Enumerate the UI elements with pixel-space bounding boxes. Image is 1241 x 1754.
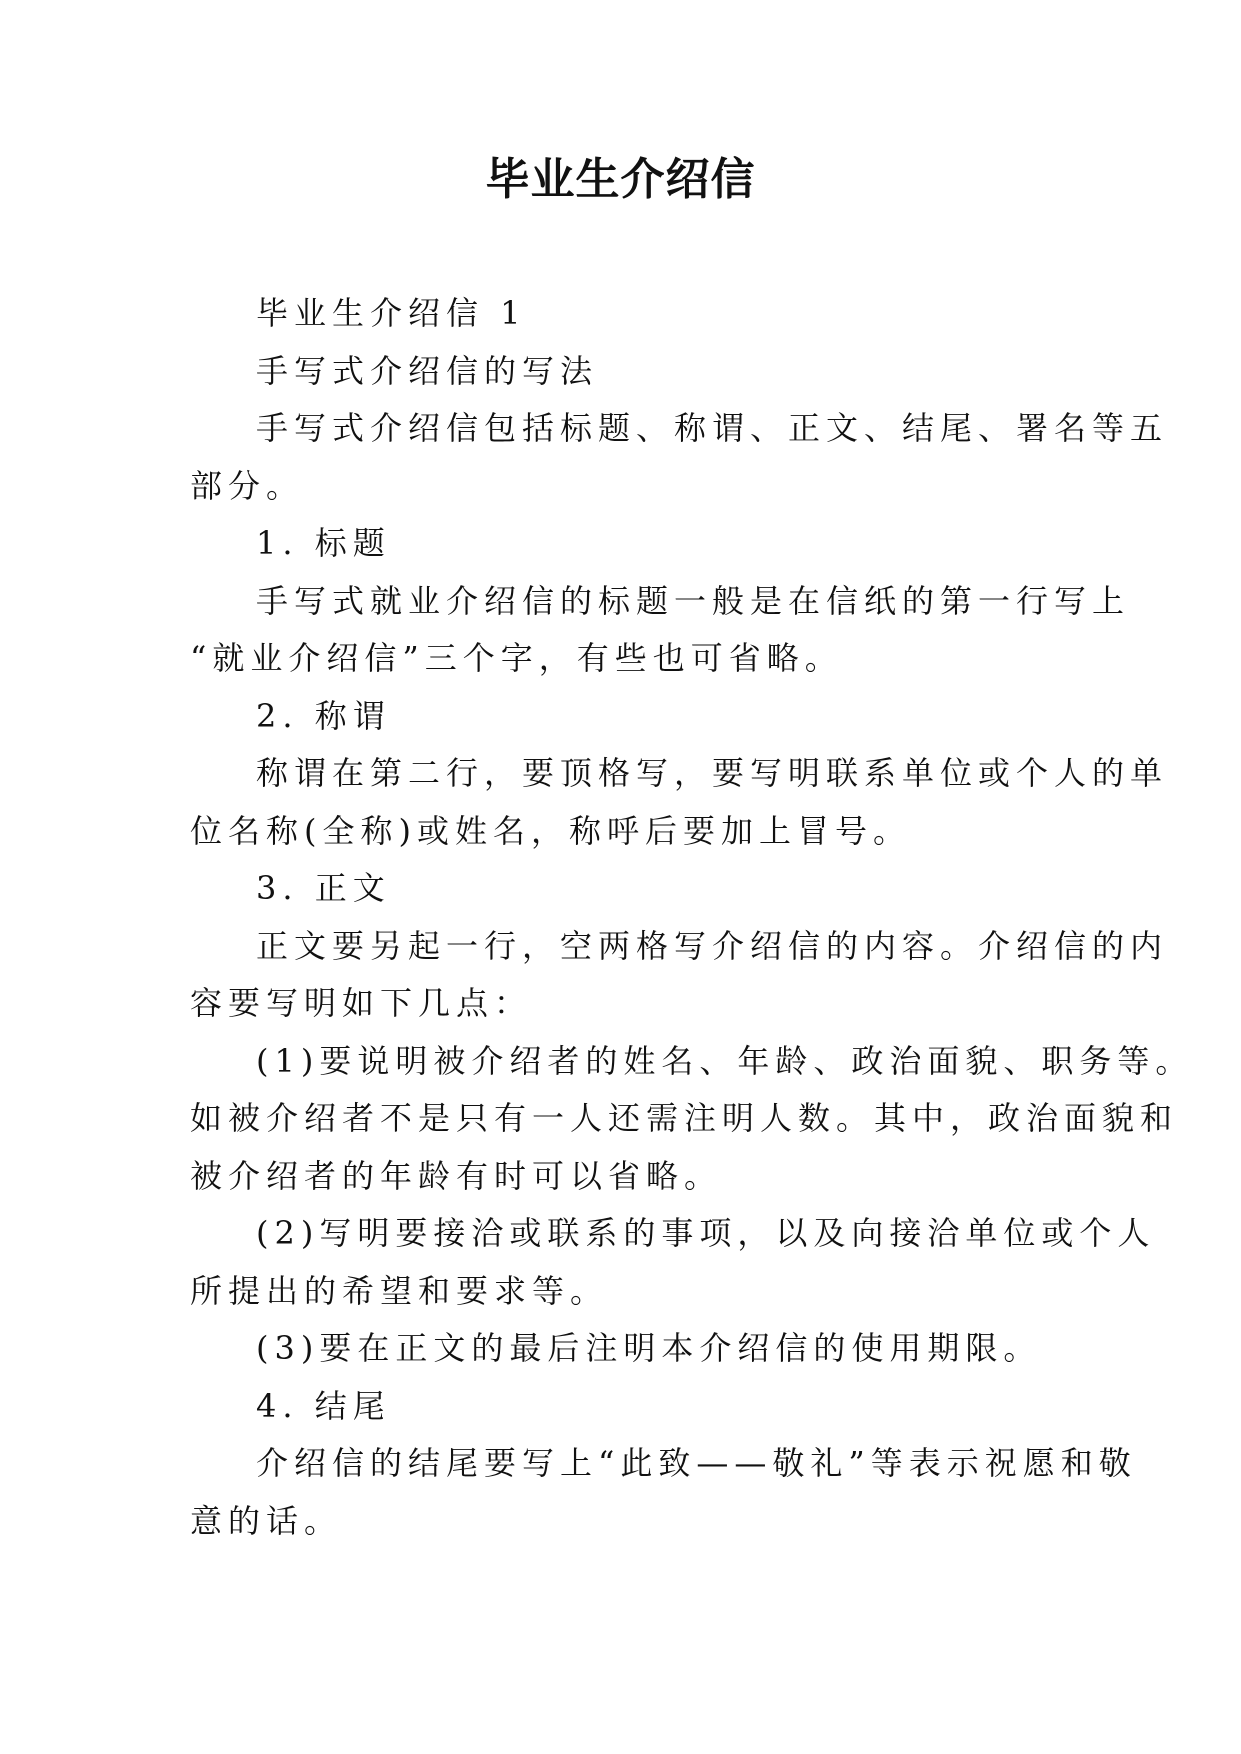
text-line: (3)要在正文的最后注明本介绍信的使用期限。 (256, 1329, 1042, 1367)
text-line: 3. 正文 (256, 869, 391, 907)
text-line: 正文要另起一行，空两格写介绍信的内容。介绍信的内 (256, 926, 1169, 965)
paragraph-overview (190, 400, 1169, 515)
section-heading-closing (190, 1378, 1070, 1436)
text-line: 如被介绍者不是只有一人还需注明人数。其中，政治面貌和 (190, 1099, 1179, 1137)
text-line: 手写式介绍信的写法 (256, 351, 599, 390)
text-line: 4. 结尾 (256, 1386, 391, 1425)
paragraph-subheading (190, 343, 1070, 401)
text-line: 被介绍者的年龄有时可以省略。 (190, 1156, 723, 1195)
text-line: (2)写明要接洽或联系的事项，以及向接洽单位或个人 (256, 1214, 1156, 1252)
paragraph-heading-1 (190, 285, 1070, 343)
paragraph-closing-desc (190, 1435, 1137, 1550)
text-line: 所提出的希望和要求等。 (190, 1271, 609, 1310)
paragraph-point-2 (190, 1205, 1156, 1320)
page-title: 毕业生介绍信 (485, 154, 756, 205)
document-body (190, 285, 1194, 1550)
text-line: 意的话。 (190, 1501, 343, 1540)
section-heading-body (190, 860, 1070, 918)
text-line: 毕业生介绍信 1 (256, 294, 527, 332)
text-line: “就业介绍信”三个字，有些也可省略。 (190, 639, 843, 677)
section-heading-title (190, 515, 1070, 573)
text-line: 位名称(全称)或姓名，称呼后要加上冒号。 (190, 811, 911, 850)
text-line: 2. 称谓 (256, 696, 391, 735)
text-line: 手写式就业介绍信的标题一般是在信纸的第一行写上 (256, 581, 1131, 620)
text-line: 1. 标题 (256, 524, 391, 562)
paragraph-salutation-desc (190, 745, 1169, 860)
text-line: 称谓在第二行，要顶格写，要写明联系单位或个人的单 (256, 754, 1169, 792)
paragraph-title-desc (190, 573, 1131, 688)
paragraph-point-3 (190, 1320, 1070, 1378)
paragraph-body-desc (190, 918, 1169, 1033)
text-line: (1)要说明被介绍者的姓名、年龄、政治面貌、职务等。 (256, 1041, 1194, 1080)
text-line: 容要写明如下几点： (190, 984, 533, 1022)
section-heading-salutation (190, 688, 1070, 746)
text-line: 部分。 (190, 466, 305, 505)
text-line: 手写式介绍信包括标题、称谓、正文、结尾、署名等五 (256, 409, 1169, 447)
paragraph-point-1 (190, 1033, 1194, 1206)
text-line: 介绍信的结尾要写上“此致——敬礼”等表示祝愿和敬 (256, 1444, 1137, 1482)
